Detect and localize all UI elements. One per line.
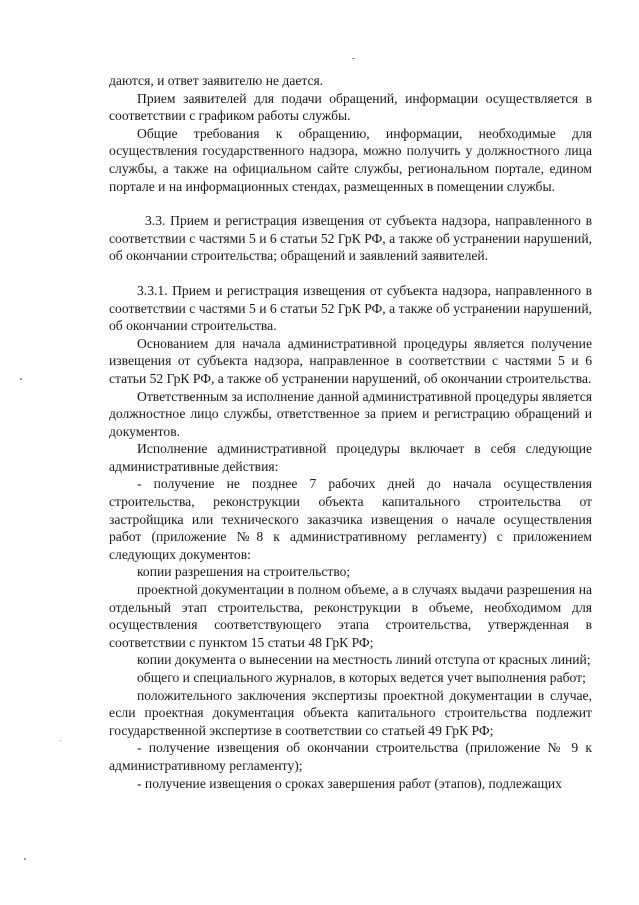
paragraph: Общие требования к обращению, информации, необходимые для осуществления государственного надзора, можно получить у должностного лица службы, а также на официальном сайте службы, региональном портале, едином портале и на информационных стендах, размещенных в помещении службы. (109, 125, 592, 194)
scan-mark (352, 58, 355, 59)
document-body (109, 72, 592, 792)
section-heading: 3.3. Прием и регистрация извещения от субъекта надзора, направленного в соответствии с частями 5 и 6 статьи 52 ГрК РФ, а также об устранении нарушений, об окончании строительства; обращений и заявлений заявителей. (109, 213, 592, 264)
scan-mark (20, 378, 22, 380)
list-item: - получение извещения об окончании строительства (приложение № 9 к административному регламенту); (109, 740, 592, 773)
list-item: копии документа о вынесении на местность линий отступа от красных линий; (137, 652, 591, 668)
subsection-heading: 3.3.1. Прием и регистрация извещения от субъекта надзора, направленного в соответствии с частями 5 и 6 статьи 52 ГрК РФ, а также об устранении нарушений, об окончании строительства. (109, 282, 592, 334)
paragraph: Основанием для начала административной процедуры является получение извещения от субъекта надзора, направленное в соответствии с частями 5 и 6 статьи 52 ГрК РФ, а также об устранении нарушений, об окончании строительства. (109, 335, 592, 386)
scan-mark (24, 858, 26, 860)
paragraph: Ответственным за исполнение данной административной процедуры является должностное лицо службы, ответственное за прием и регистрацию обращений и документов. (109, 388, 592, 439)
paragraph: даются, и ответ заявителю не дается. (109, 73, 324, 88)
list-item: - получение не позднее 7 рабочих дней до начала осуществления строительства, реконструкции объекта капитального строительства от застройщика или технического заказчика извещения о начале осуществления работ (приложение №8 к административному регламенту) с приложением следующих документов: (109, 476, 592, 562)
scan-mark (60, 740, 61, 741)
list-item: копии разрешения на строительство; (137, 564, 351, 580)
paragraph: Прием заявителей для подачи обращений, информации осуществляется в соответствии с графиком работы службы. (109, 90, 592, 124)
list-item: - получение извещения о сроках завершения работ (этапов), подлежащих (137, 775, 562, 791)
list-item: общего и специального журналов, в которых ведется учет выполнения работ; (137, 670, 586, 685)
list-item: положительного заключения экспертизы проектной документации в случае, если проектная документация объекта капитального строительства подлежит государственной экспертизе в соответствии со статьей 49 ГрК РФ; (109, 687, 592, 738)
paragraph: Исполнение административной процедуры включает в себя следующие административные действия: (109, 441, 592, 474)
list-item: проектной документации в полном объеме, а в случаях выдачи разрешения на отдельный этап строительства, реконструкции в объеме, необходимом для осуществления соответствующего этапа строительства, утвержденная в соответствии с пунктом 15 статьи 48 ГрК РФ; (109, 582, 592, 650)
